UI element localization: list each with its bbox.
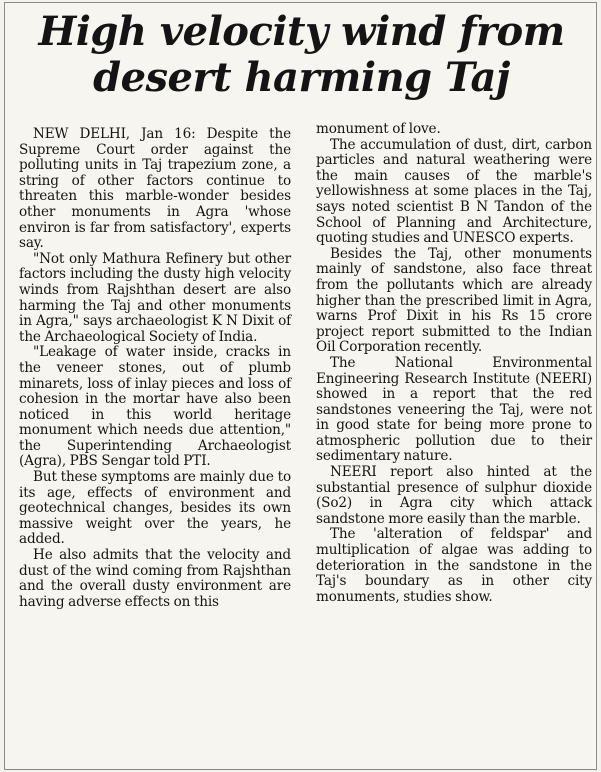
paragraph: "Leakage of water inside, cracks in the veneer stones, out of plumb minarets, loss of inlay pieces and loss of cohesion in the mortar have also been noticed in this world heritage monument which needs due attention," the Superintending Archaeologist (Agra), PBS Sengar told PTI. [19, 344, 291, 470]
paragraph: "Not only Mathura Refinery but other factors including the dusty high velocity winds from Rajshthan desert are also harming the Taj and other monuments in Agra," says archaeologist K N Dixit of the Archaeological Society of India. [19, 250, 291, 345]
headline-line-2: desert harming Taj [93, 54, 510, 101]
news-clipping [4, 2, 597, 770]
headline-line-1: High velocity wind from [38, 8, 565, 55]
paragraph: Besides the Taj, other monuments mainly of sandstone, also face threat from the pollutants which are already higher than the prescribed limit in Agra, warns Prof Dixit in his Rs 15 crore project report submitted to the Indian Oil Corporation recently. [316, 245, 592, 356]
right-column [316, 122, 592, 605]
paragraph: The accumulation of dust, dirt, carbon particles and natural weathering were the main causes of the marble's yellowishness at some places in the Taj, says noted scientist B N Tandon of the School of Planning and Architecture, quoting studies and UNESCO experts. [316, 136, 592, 247]
paragraph: NEERI report also hinted at the substantial presence of sulphur dioxide (So2) in Agra city which attack sandstone more easily than the marble. [316, 464, 592, 527]
left-column [19, 127, 291, 610]
paragraph: But these symptoms are mainly due to its age, effects of environment and geotechnical changes, besides its own massive weight over the years, he added. [19, 469, 291, 548]
paragraph: He also admits that the velocity and dust of the wind coming from Rajshthan and the overall dusty environment are having adverse effects on this [19, 547, 291, 610]
paragraph: The 'alteration of feldspar' and multiplication of algae was adding to deterioration in the sandstone in the Taj's boundary as in other city monuments, studies show. [316, 526, 592, 605]
paragraph: NEW DELHI, Jan 16: Despite the Supreme Court order against the polluting units in Taj trapezium zone, a string of other factors continue to threaten this marble-wonder besides other monuments in Agra 'whose environ is far from satisfactory', experts say. [19, 126, 291, 252]
paragraph: The National Environmental Engineering Research Institute (NEERI) showed in a report that the red sandstones veneering the Taj, were not in good state for being more prone to atmospheric pollution due to their sedimentary nature. [316, 354, 592, 465]
paragraph-continued: monument of love. [316, 121, 441, 137]
headline [5, 9, 597, 101]
